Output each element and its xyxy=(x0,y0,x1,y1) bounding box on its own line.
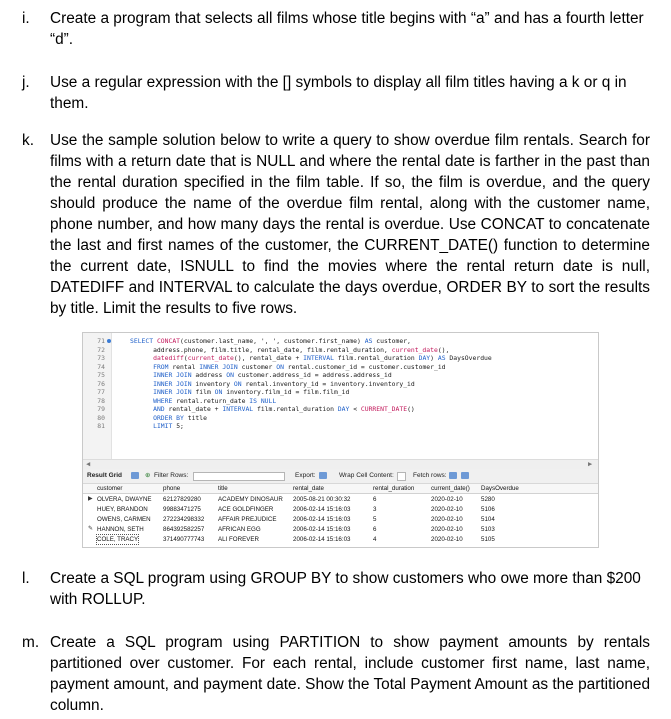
sql-token: current_date xyxy=(391,345,438,354)
grid-icon[interactable] xyxy=(131,472,139,479)
table-row[interactable] xyxy=(83,525,598,535)
table-row[interactable] xyxy=(83,515,598,525)
sql-code-line xyxy=(130,422,184,431)
column-header[interactable]: DaysOverdue xyxy=(481,485,519,492)
sql-code-line xyxy=(130,405,415,414)
edit-row-icon: ✎ xyxy=(88,526,94,532)
sql-token: film xyxy=(191,388,215,396)
table-cell[interactable]: 5280 xyxy=(481,496,495,503)
sql-token: (customer.last_name, ', ', customer.first_name) xyxy=(180,337,365,345)
line-number: 79 xyxy=(97,405,105,413)
question-i xyxy=(22,8,650,52)
table-cell[interactable]: HANNON, SETH xyxy=(97,526,144,533)
sql-token xyxy=(130,363,153,371)
line-number: 75 xyxy=(97,371,105,379)
scroll-left-icon[interactable]: ◀ xyxy=(86,460,91,468)
sql-workbench-screenshot xyxy=(82,332,599,548)
table-cell[interactable]: 864392582257 xyxy=(163,526,205,533)
result-toolbar xyxy=(83,469,598,484)
sql-code-line xyxy=(130,363,446,372)
table-cell[interactable]: 2020-02-10 xyxy=(431,496,463,503)
sql-code-line xyxy=(130,337,411,346)
sql-token: customer, xyxy=(372,337,411,345)
line-number: 72 xyxy=(97,345,105,354)
question-text: Create a program that selects all films whose title begins with “a” and has a fourth letter “d”. xyxy=(50,10,644,48)
sql-token: AS xyxy=(437,354,446,362)
export-icon[interactable] xyxy=(319,472,327,479)
sql-code-line xyxy=(130,380,415,389)
scroll-right-icon[interactable]: ▶ xyxy=(588,460,593,468)
wrap-cell-label: Wrap Cell Content: xyxy=(339,472,394,479)
sql-token: LIMIT xyxy=(153,422,173,430)
result-grid xyxy=(83,484,598,547)
table-cell[interactable]: 272234298332 xyxy=(163,516,205,523)
sql-code-line xyxy=(130,354,492,363)
filter-rows-input[interactable] xyxy=(193,472,285,481)
sql-token: inventory xyxy=(191,379,234,388)
filter-rows-label: Filter Rows: xyxy=(154,472,189,479)
question-marker: k. xyxy=(22,132,34,149)
sql-editor[interactable] xyxy=(83,333,598,459)
table-cell[interactable]: 3 xyxy=(373,506,377,513)
question-k xyxy=(22,130,650,320)
sql-token: ON xyxy=(233,379,242,388)
table-row[interactable] xyxy=(83,505,598,515)
sql-token: SELECT xyxy=(130,337,157,345)
column-header[interactable]: rental_date xyxy=(293,485,324,492)
current-row-icon: ▶ xyxy=(88,496,93,502)
table-cell[interactable]: OWENS, CARMEN xyxy=(97,516,151,523)
table-cell[interactable]: 371490777743 xyxy=(163,536,205,543)
table-cell[interactable]: AFFAIR PREJUDICE xyxy=(218,516,277,523)
sql-token: ( xyxy=(183,354,188,362)
line-number: 73 xyxy=(97,354,105,362)
sql-code-line xyxy=(130,388,349,397)
grid-header xyxy=(83,484,598,494)
sql-token: current_date xyxy=(187,354,234,362)
question-l xyxy=(22,568,650,612)
sql-token: INNER JOIN xyxy=(153,371,192,379)
sql-token: rental_date + xyxy=(164,405,223,413)
table-cell[interactable]: 2020-02-10 xyxy=(431,506,463,513)
table-cell[interactable]: 5105 xyxy=(481,536,495,543)
question-j xyxy=(22,72,650,116)
sql-token: INNER JOIN xyxy=(153,388,192,396)
table-row[interactable] xyxy=(83,495,598,505)
filter-icon[interactable]: ⊕ xyxy=(145,472,151,479)
sql-token: rental.return_date xyxy=(172,396,250,405)
line-number: 74 xyxy=(97,362,105,371)
table-cell[interactable]: 2006-02-14 15:16:03 xyxy=(293,536,351,543)
sql-token: INNER JOIN xyxy=(199,362,238,371)
question-marker: l. xyxy=(22,570,30,587)
sql-code-line xyxy=(130,346,449,355)
question-marker: i. xyxy=(22,10,30,27)
sql-token: rental xyxy=(168,362,200,371)
result-grid-tab[interactable]: Result Grid xyxy=(87,472,123,479)
sql-token: 5; xyxy=(172,422,184,430)
table-cell[interactable]: 62127829280 xyxy=(163,496,201,503)
question-text: Create a SQL program using PARTITION to show payment amounts by rentals partitioned over customer. For each rental, include customer first name, last name, payment amount, and payment date. Show the Total Payment Amount as the partitioned column. xyxy=(50,634,650,714)
table-cell[interactable]: 5106 xyxy=(481,506,495,513)
sql-token xyxy=(130,380,153,388)
export-label: Export: xyxy=(295,472,316,479)
table-cell[interactable]: 2020-02-10 xyxy=(431,536,463,543)
table-cell[interactable]: 2006-02-14 15:16:03 xyxy=(293,526,351,533)
sql-token: (), rental_date + xyxy=(233,354,304,362)
sql-token: address.phone, film.title, rental_date, film.rental_duration, xyxy=(130,345,392,354)
column-header[interactable]: customer xyxy=(97,485,123,492)
sql-token xyxy=(130,371,153,379)
sql-token: DAY xyxy=(337,405,350,413)
sql-token: inventory.film_id = film.film_id xyxy=(222,388,350,396)
sql-token xyxy=(130,414,153,422)
sql-token: customer xyxy=(237,362,277,371)
line-number: 77 xyxy=(97,388,105,396)
fetch-rows-label: Fetch rows: xyxy=(413,472,447,479)
table-cell[interactable]: 6 xyxy=(373,526,377,533)
line-number: 71 xyxy=(97,337,105,345)
sql-token: ON xyxy=(226,371,234,379)
sql-token: DaysOverdue xyxy=(445,354,492,362)
sql-token: ) xyxy=(430,354,438,362)
sql-code-line xyxy=(130,371,392,380)
line-number-gutter xyxy=(83,333,112,459)
table-cell[interactable]: 6 xyxy=(373,496,377,503)
sql-token: AS xyxy=(364,337,373,345)
table-cell[interactable]: 2005-08-21 00:30:32 xyxy=(293,496,351,503)
table-cell[interactable]: AFRICAN EGG xyxy=(218,526,261,533)
line-number: 78 xyxy=(97,396,105,405)
table-cell[interactable]: 5104 xyxy=(481,516,495,523)
table-cell[interactable]: OLVERA, DWAYNE xyxy=(97,496,152,503)
sql-token: customer.address_id = address.address_id xyxy=(233,371,392,379)
sql-token: INNER JOIN xyxy=(153,379,192,388)
sql-token: DAY xyxy=(418,354,431,362)
sql-token: CONCAT xyxy=(156,337,181,345)
sql-token xyxy=(130,405,153,413)
line-number: 80 xyxy=(97,413,105,422)
table-cell[interactable]: ALI FOREVER xyxy=(218,536,259,543)
sql-token: film.rental_duration xyxy=(253,405,338,413)
table-cell[interactable]: 2020-02-10 xyxy=(431,526,463,533)
question-text: Use a regular expression with the [] symbols to display all film titles having a k or q in them. xyxy=(50,74,627,112)
sql-token: FROM xyxy=(153,362,169,371)
sql-token: CURRENT_DATE xyxy=(360,405,408,413)
sql-token: (), xyxy=(437,345,450,354)
table-cell[interactable]: ACADEMY DINOSAUR xyxy=(218,496,283,503)
table-cell[interactable]: 2020-02-10 xyxy=(431,516,463,523)
table-cell[interactable]: HUEY, BRANDON xyxy=(97,506,148,513)
sql-token: < xyxy=(349,405,361,413)
sql-token: IS NULL xyxy=(249,396,277,405)
sql-token: WHERE xyxy=(153,396,173,405)
column-header[interactable]: phone xyxy=(163,485,181,492)
question-marker: j. xyxy=(22,74,30,91)
table-cell[interactable]: COLE, TRACY xyxy=(97,536,139,543)
table-cell[interactable]: 5103 xyxy=(481,526,495,533)
sql-token: title xyxy=(183,413,207,422)
sql-code-line xyxy=(130,414,207,423)
fetch-all-icon[interactable] xyxy=(461,472,469,479)
sql-token: () xyxy=(407,405,415,413)
table-cell[interactable]: 99883471275 xyxy=(163,506,201,513)
question-text: Use the sample solution below to write a query to show overdue film rentals. Search for films with a return date that is NULL and where the rental date is farther in the past than the rental duration specified in the film table. If so, the film is overdue, and the query should produce the name of the overdue film rental, along with the customer name, phone number, and how many days the rental is overdue. Use CONCAT to concatenate the last and first names of the customer, the CURRENT_DATE() function to determine the current date, ISNULL to find the movies where the rental return date is null, DATEDIFF and INTERVAL to calculate the days overdue, ORDER BY to sort the results by title. Limit the results to five rows. xyxy=(50,132,650,317)
sql-token: AND xyxy=(153,405,165,413)
sql-token: rental.customer_id = customer.customer_id xyxy=(283,362,446,371)
sql-token: datediff xyxy=(153,354,184,362)
line-number: 81 xyxy=(97,422,105,430)
wrap-cell-toggle[interactable] xyxy=(397,472,406,481)
sql-token xyxy=(130,354,153,362)
sql-token: film.rental_duration xyxy=(333,354,419,362)
sql-token: rental.inventory_id = inventory.inventory_id xyxy=(241,379,415,388)
line-number: 76 xyxy=(97,379,105,388)
table-row[interactable] xyxy=(83,535,598,545)
sql-code-line xyxy=(130,397,276,406)
column-header[interactable]: title xyxy=(218,485,228,492)
sql-token: INTERVAL xyxy=(222,405,254,413)
question-marker: m. xyxy=(22,634,40,651)
table-cell[interactable]: 5 xyxy=(373,516,377,523)
execution-marker-icon xyxy=(107,339,111,343)
sql-token xyxy=(130,422,153,430)
fetch-next-icon[interactable] xyxy=(449,472,457,479)
column-header[interactable]: current_date() xyxy=(431,485,470,492)
horizontal-scrollbar[interactable] xyxy=(83,459,598,469)
column-header[interactable]: rental_duration xyxy=(373,485,415,492)
sql-token: ON xyxy=(214,388,223,396)
table-cell[interactable]: ACE GOLDFINGER xyxy=(218,506,274,513)
table-cell[interactable]: 4 xyxy=(373,536,377,543)
sql-token: ORDER BY xyxy=(153,413,184,422)
sql-token xyxy=(130,397,153,405)
sql-token: INTERVAL xyxy=(303,354,334,362)
sql-token xyxy=(130,388,153,396)
question-text: Create a SQL program using GROUP BY to show customers who owe more than $200 with ROLLUP. xyxy=(50,570,641,608)
table-cell[interactable]: 2006-02-14 15:16:03 xyxy=(293,506,351,513)
question-m xyxy=(22,632,650,718)
table-cell[interactable]: 2006-02-14 15:16:03 xyxy=(293,516,351,523)
sql-token: ON xyxy=(276,362,284,371)
sql-token: address xyxy=(191,371,227,379)
